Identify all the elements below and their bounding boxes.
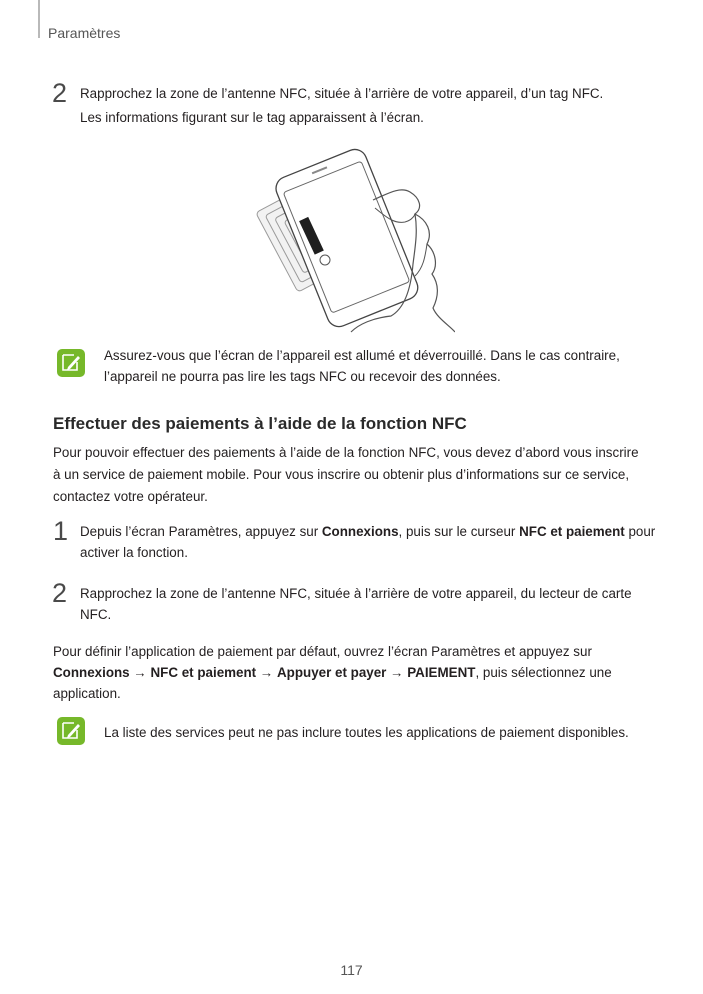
step-text-line1: Rapprochez la zone de l’antenne NFC, située à l’arrière de votre appareil, d’un tag NFC. [80, 86, 604, 101]
header-title: Paramètres [48, 25, 121, 41]
default-app-post: , puis sélectionnez une [475, 665, 612, 680]
arrow: → [386, 665, 408, 680]
step-text-line1: Rapprochez la zone de l’antenne NFC, située à l’arrière de votre appareil, du lecteur de carte [80, 586, 632, 601]
section-title: Effectuer des paiements à l’aide de la fonction NFC [53, 414, 467, 433]
page-number: 117 [340, 962, 363, 978]
nfc-paiement-term: NFC et paiement [150, 665, 257, 680]
header-rule [38, 0, 40, 38]
default-app-line2 [53, 663, 612, 683]
appuyer-payer-term: Appuyer et payer [276, 665, 387, 680]
default-app-line3: application. [53, 686, 121, 701]
step-text-line2: NFC. [80, 607, 112, 622]
note-text: La liste des services peut ne pas inclure toutes les applications de paiement disponibles. [104, 725, 629, 740]
step-text-line2: Les informations figurant sur le tag apparaissent à l’écran. [80, 110, 424, 125]
note-pencil-icon [56, 348, 86, 378]
note-text-line2: l’appareil ne pourra pas lire les tags NFC ou recevoir des données. [104, 369, 501, 384]
intro-line2: à un service de paiement mobile. Pour vous inscrire ou obtenir plus d’informations sur ce service, [53, 467, 630, 482]
phone-on-nfc-tag-illustration [255, 148, 455, 333]
arrow: → [256, 665, 277, 680]
intro-line3: contactez votre opérateur. [53, 489, 208, 504]
step-number: 1 [53, 516, 69, 546]
nfc-paiement-term: NFC et paiement [519, 524, 625, 539]
step-text-mid: , puis sur le curseur [398, 524, 520, 539]
connexions-term: Connexions [53, 665, 130, 680]
step-number: 2 [52, 578, 68, 608]
paiement-term: PAIEMENT [407, 665, 476, 680]
intro-line1: Pour pouvoir effectuer des paiements à l’aide de la fonction NFC, vous devez d’abord vous inscrire [53, 445, 639, 460]
default-app-line1: Pour définir l’application de paiement par défaut, ouvrez l’écran Paramètres et appuyez sur [53, 644, 592, 659]
step-number: 2 [52, 78, 68, 108]
step-text-line1 [80, 522, 655, 542]
note-text-line1: Assurez-vous que l’écran de l’appareil est allumé et déverrouillé. Dans le cas contraire, [104, 348, 620, 363]
arrow: → [129, 665, 151, 680]
connexions-term: Connexions [321, 524, 399, 539]
step-text-pre: Depuis l’écran Paramètres, appuyez sur [80, 524, 322, 539]
step-text-post: pour [624, 524, 656, 539]
note-pencil-icon [56, 716, 86, 746]
step-text-line2: activer la fonction. [80, 545, 188, 560]
